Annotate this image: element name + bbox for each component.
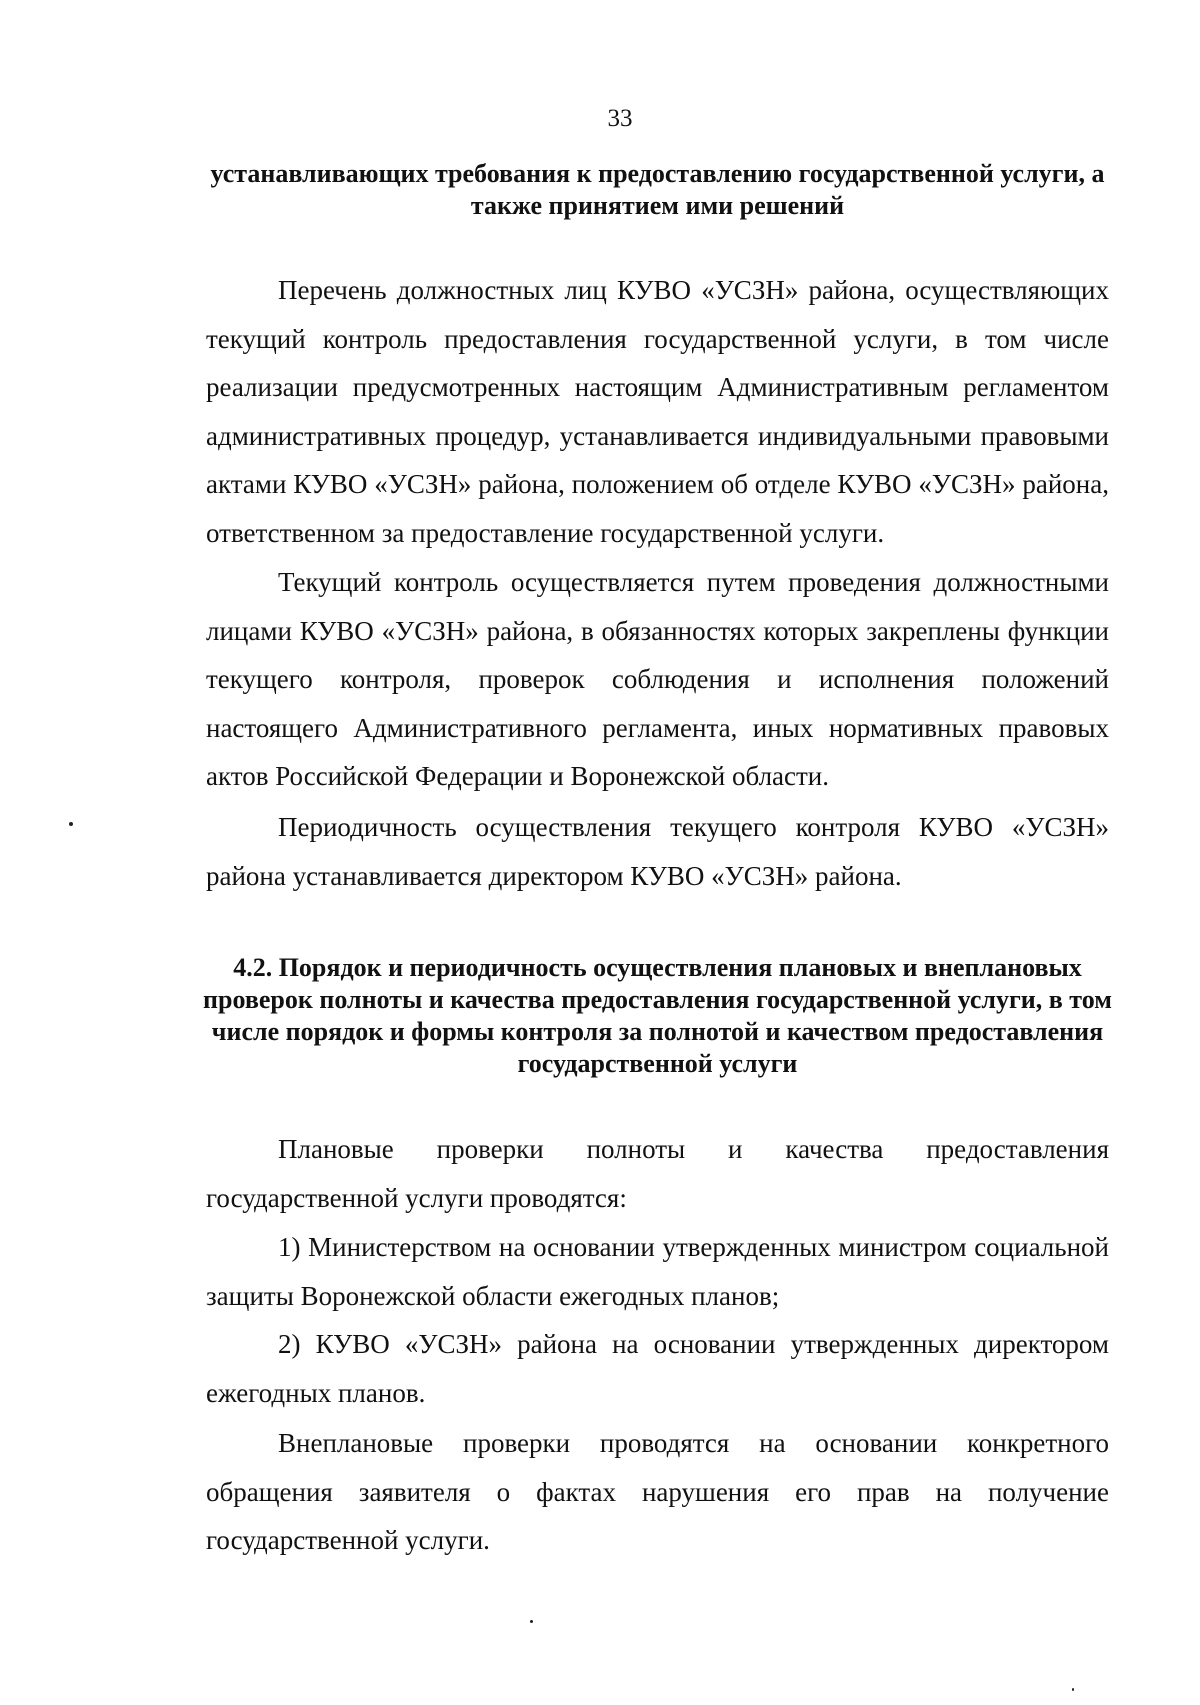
scan-speck [530,1620,533,1623]
scan-speck [1072,1688,1074,1691]
paragraph-planned-checks: Плановые проверки полноты и качества предоставления государственной услуги проводятся: [206,1134,1109,1213]
page-number: 33 [607,105,633,132]
section-heading-continued: устанавливающих требования к предоставлению государственной услуги, а также принятием ими решений [210,159,1105,220]
list-item-kuvo: 2) КУВО «УСЗН» района на основании утвержденных директором ежегодных планов. [206,1329,1109,1408]
paragraph-officials-list: Перечень должностных лиц КУВО «УСЗН» района, осуществляющих текущий контроль предоставления государственной услуги, в том числе реализации предусмотренных настоящим Административным регламентом административных процедур, устанавливается индивидуальными правовыми актами КУВО «УСЗН» района, положением об отделе КУВО «УСЗН» района, ответственном за предоставление государственной услуги. [206,275,1109,548]
paragraph-unplanned-checks: Внеплановые проверки проводятся на основании конкретного обращения заявителя о фактах нарушения его прав на получение государственной услуги. [206,1428,1109,1555]
paragraph-current-control: Текущий контроль осуществляется путем проведения должностными лицами КУВО «УСЗН» района, в обязанностях которых закреплены функции текущего контроля, проверок соблюдения и исполнения положений настоящего Административного регламента, иных нормативных правовых актов Российской Федерации и Воронежской области. [206,567,1109,791]
paragraph-control-periodicity: Периодичность осуществления текущего контроля КУВО «УСЗН» района устанавливается директором КУВО «УСЗН» района. [206,812,1109,891]
scan-speck [69,822,73,826]
list-item-ministry: 1) Министерством на основании утвержденных министром социальной защиты Воронежской области ежегодных планов; [206,1232,1109,1311]
section-heading-4-2: 4.2. Порядок и периодичность осуществления плановых и внеплановых проверок полноты и качества предоставления государственной услуги, в том числе порядок и формы контроля за полнотой и качеством предоставления государственной услуги [203,953,1112,1078]
